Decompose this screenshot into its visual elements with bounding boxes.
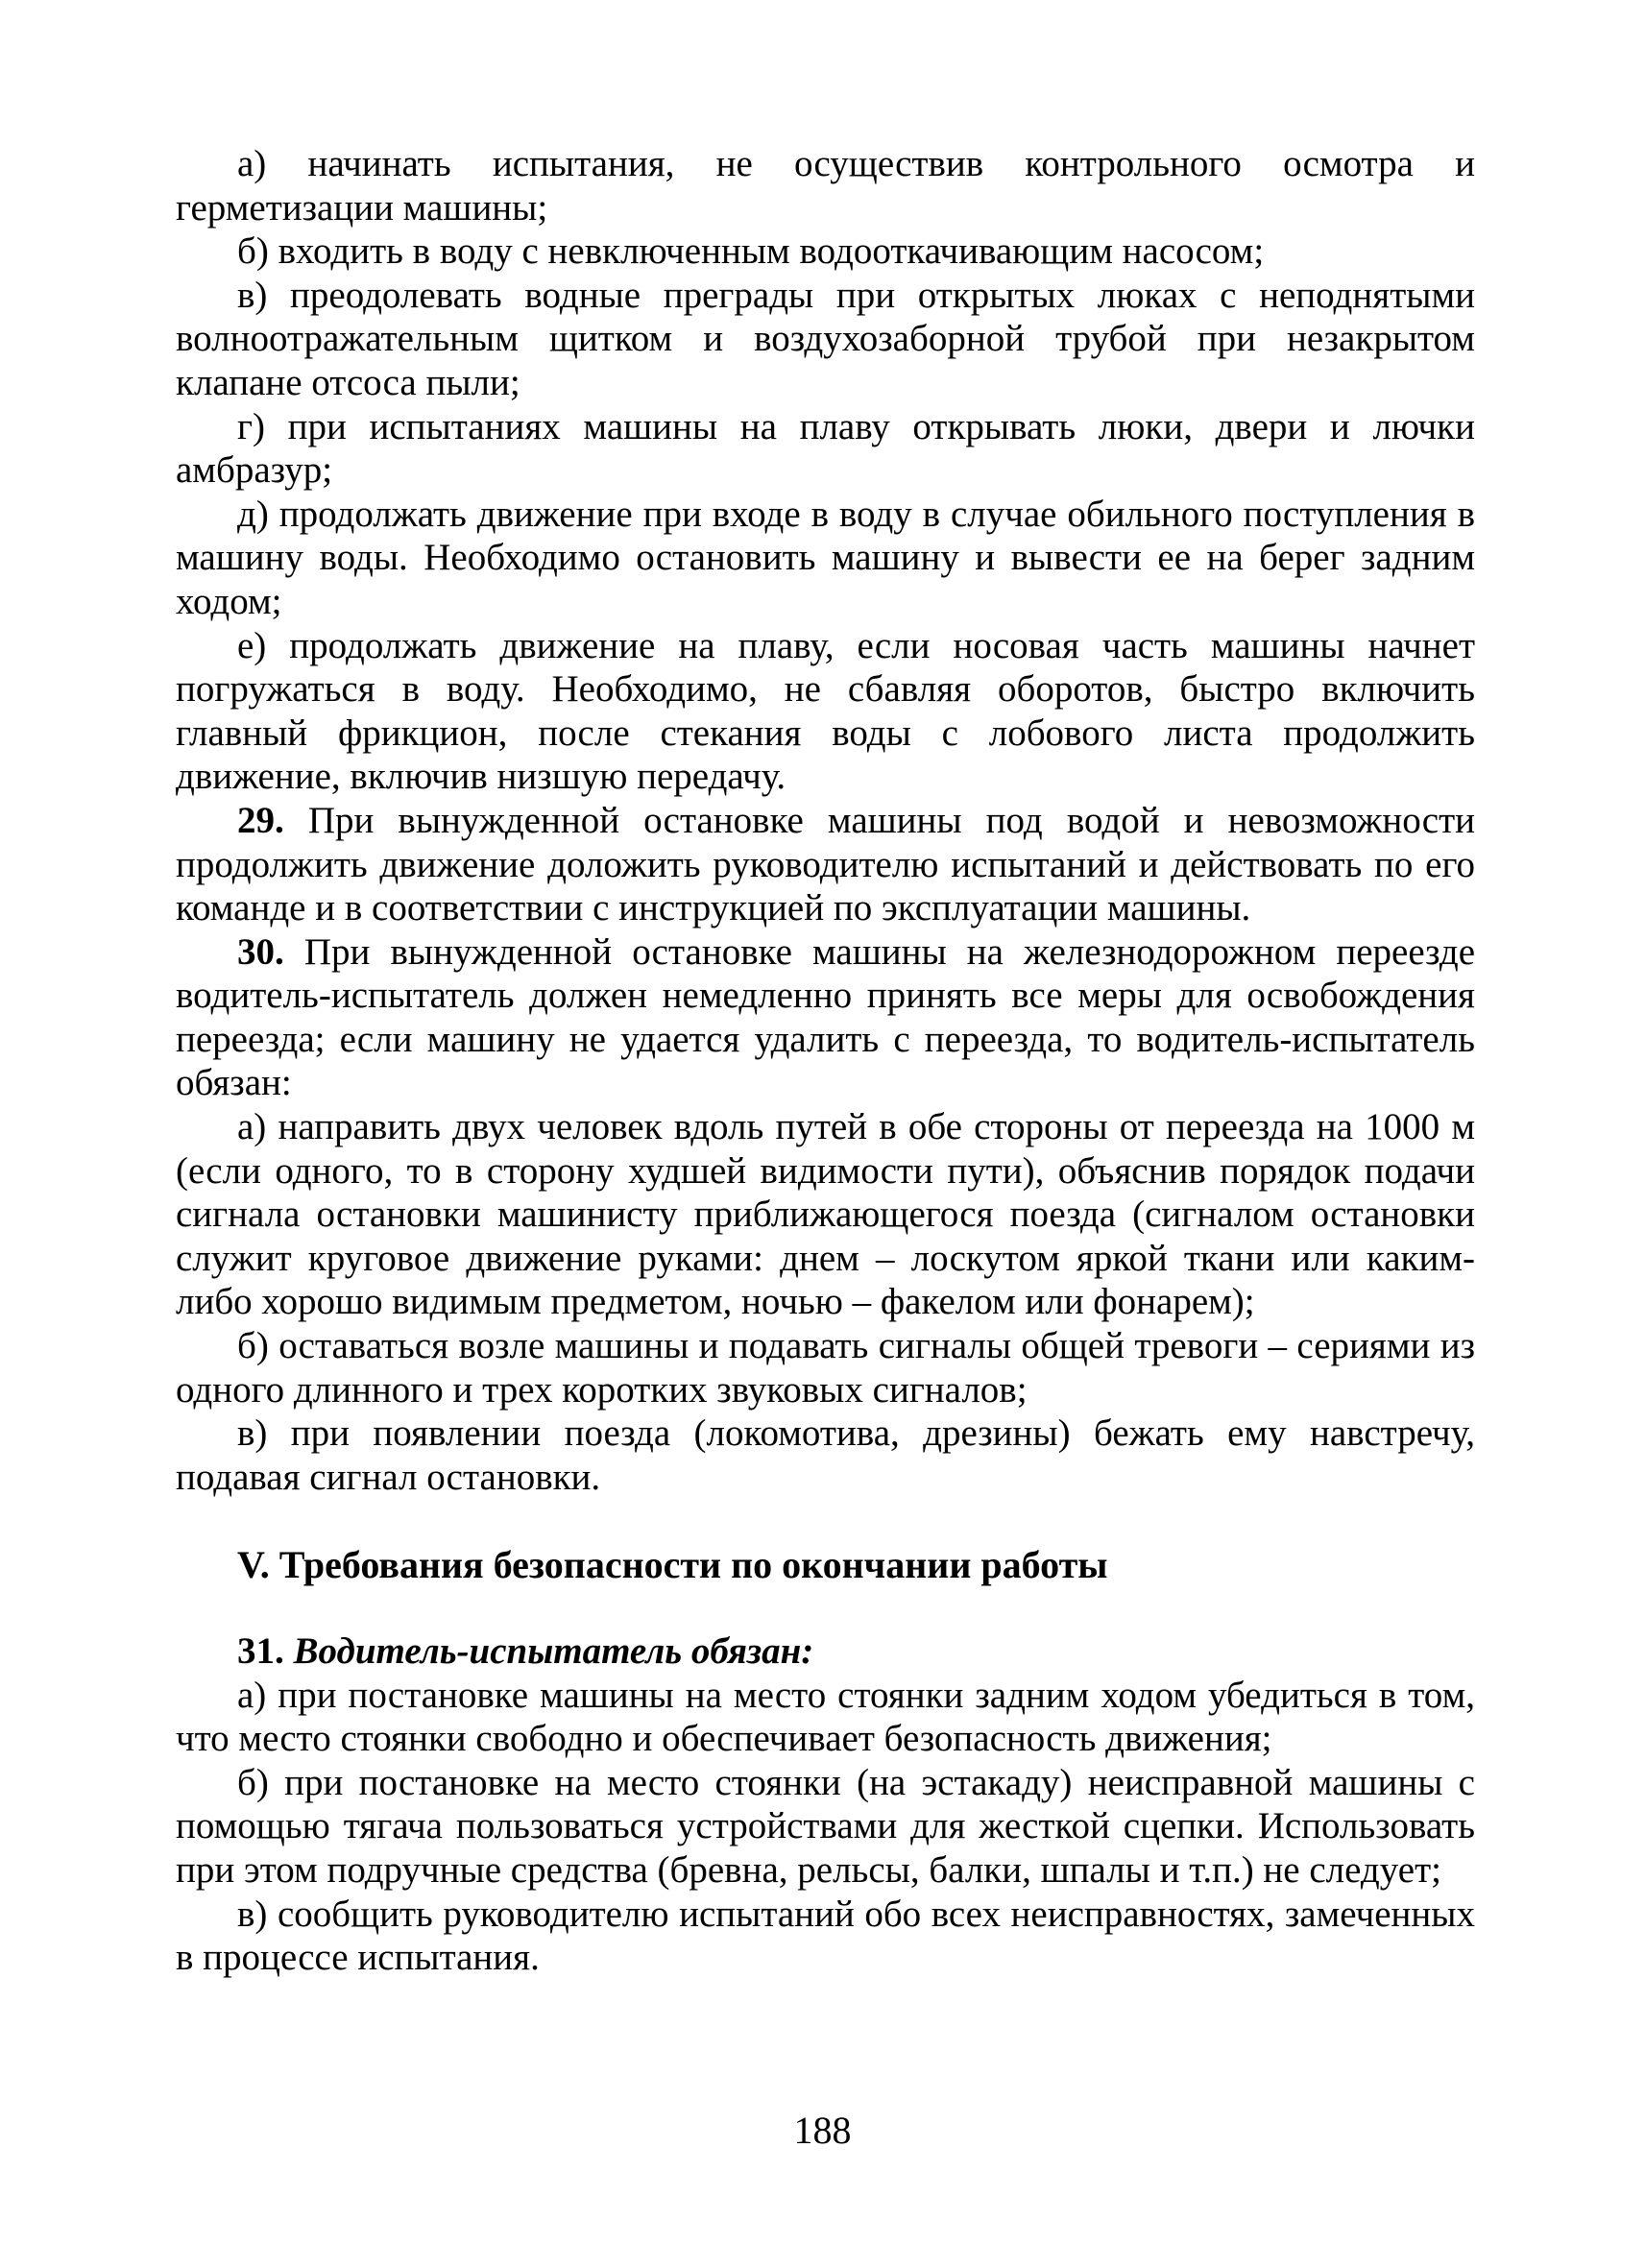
- list-item: в) преодолевать водные преграды при открытых люках с неподнятыми волноотражательным щитком и воздухозаборной трубой при незакрытом клапане отсоса пыли;: [176, 274, 1475, 403]
- list-item: б) при постановке на место стоянки (на эстакаду) неисправной машины с помощью тягача пользоваться устройствами для жесткой сцепки. Использовать при этом подручные средства (бревна, рельсы, балки, шпалы и т.п.) не следует;: [176, 1761, 1475, 1891]
- paragraph-text: При вынужденной остановке машины на железнодорожном переезде водитель-испытатель должен немедленно принять все меры для освобождения переезда; если машину не удается удалить с переезда, то водитель-испытатель обязан:: [176, 930, 1475, 1104]
- list-item: а) начинать испытания, не осуществив контрольного осмотра и герметизации машины;: [176, 143, 1475, 229]
- section-heading: V. Требования безопасности по окончании работы: [237, 1543, 1108, 1587]
- paragraph-number: 29.: [237, 799, 284, 841]
- paragraph-number: 30.: [237, 930, 284, 973]
- paragraph-30: [176, 930, 1475, 1105]
- list-item: г) при испытаниях машины на плаву открывать люки, двери и лючки амбразур;: [176, 405, 1475, 492]
- document-page: [176, 142, 1475, 1980]
- list-item: в) сообщить руководителю испытаний обо всех неисправностях, замеченных в процессе испытания.: [176, 1893, 1475, 1979]
- list-item: е) продолжать движение на плаву, если носовая часть машины начнет погружаться в воду. Необходимо, не сбавляя оборотов, быстро включить главный фрикцион, после стекания воды с лобового листа продолжить движение, включив низшую передачу.: [176, 624, 1475, 798]
- list-item: б) входить в воду с невключенным водооткачивающим насосом;: [237, 230, 1265, 273]
- paragraph-29: [176, 799, 1475, 930]
- paragraph-31: [176, 1629, 1475, 1674]
- list-item: а) при постановке машины на место стоянки задним ходом убедиться в том, что место стоянки свободно и обеспечивает безопасность движения;: [176, 1674, 1475, 1760]
- paragraph-title: Водитель-испытатель обязан:: [283, 1630, 814, 1672]
- list-item: в) при появлении поезда (локомотива, дрезины) бежать ему навстречу, подавая сигнал остановки.: [176, 1412, 1475, 1498]
- list-item: д) продолжать движение при входе в воду в случае обильного поступления в машину воды. Необходимо остановить машину и вывести ее на берег задним ходом;: [176, 493, 1475, 622]
- list-item: а) направить двух человек вдоль путей в обе стороны от переезда на 1000 м (если одного, то в сторону худшей видимости пути), объяснив порядок подачи сигнала остановки машинисту приближающегося поезда (сигналом остановки служит круговое движение руками: днем – лоскутом яркой ткани или каким-либо хорошо видимым предметом, ночью – факелом или фонарем);: [176, 1106, 1475, 1323]
- list-item: б) оставаться возле машины и подавать сигналы общей тревоги – сериями из одного длинного и трех коротких звуковых сигналов;: [176, 1325, 1475, 1411]
- page-number: 188: [793, 2109, 852, 2152]
- paragraph-text: При вынужденной остановке машины под водой и невозможности продолжить движение доложить руководителю испытаний и действовать по его команде и в соответствии с инструкцией по эксплуатации машины.: [176, 799, 1475, 929]
- paragraph-number: 31.: [237, 1630, 284, 1672]
